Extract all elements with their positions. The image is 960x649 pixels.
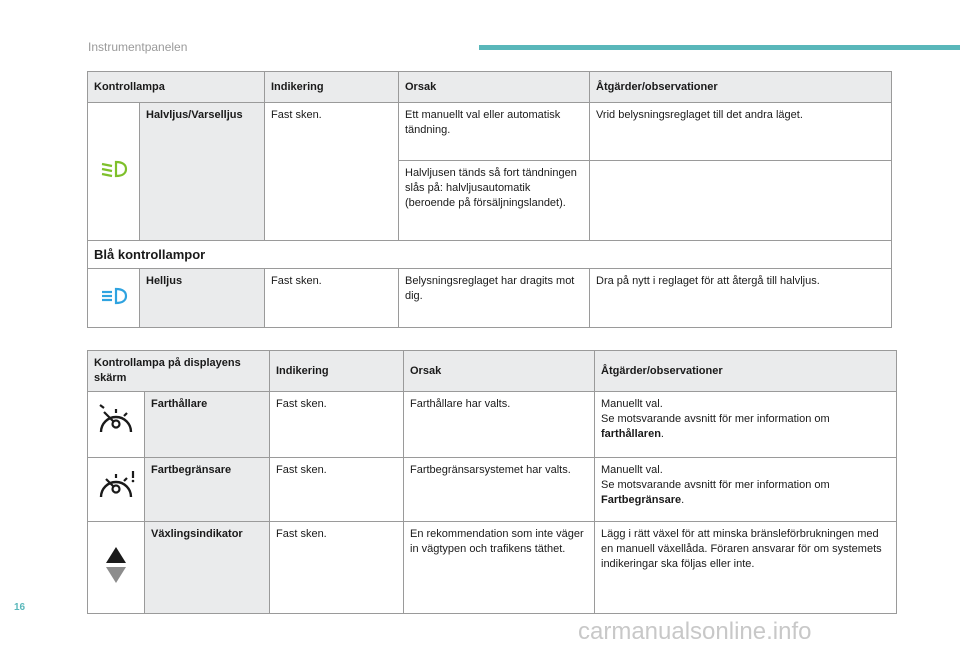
action-text: Dra på nytt i reglaget för att återgå till halvljus.: [590, 269, 892, 328]
warning-lamps-table: [87, 71, 892, 328]
low-beam-headlight-icon: [99, 159, 129, 179]
table-row: [88, 103, 892, 161]
action-text: Lägg i rätt växel för att minska bränsleförbrukningen med en manuell växellåda. Föraren ansvarar för om systemets indikeringar ska följas eller inte.: [595, 522, 897, 614]
action-text: Vrid belysningsreglaget till det andra läget.: [590, 103, 892, 161]
display-lamps-table: [87, 350, 897, 614]
action-reference: [601, 412, 890, 442]
indication-text: Fast sken.: [270, 392, 404, 458]
col-header-lamp: Kontrollampa: [88, 72, 265, 103]
lamp-name: Fartbegränsare: [145, 458, 270, 522]
speed-limiter-icon: [94, 467, 138, 507]
action-text: [590, 161, 892, 241]
lamp-icon-cell: [88, 269, 140, 328]
col-header-indication: Indikering: [265, 72, 399, 103]
cause-text: Ett manuellt val eller automatisk tändning.: [399, 103, 590, 161]
action-cell: [595, 458, 897, 522]
action-text: Manuellt val.: [601, 398, 663, 410]
gear-shift-indicator-icon: [104, 545, 128, 585]
action-reference-bold: Fartbegränsare: [601, 494, 682, 506]
cause-text: Belysningsreglaget har dragits mot dig.: [399, 269, 590, 328]
cause-text: Farthållare har valts.: [404, 392, 595, 458]
action-reference: [601, 478, 890, 508]
indication-text: Fast sken.: [270, 522, 404, 614]
action-end: .: [681, 494, 685, 506]
indication-text: Fast sken.: [265, 103, 399, 241]
chapter-accent-bar: [479, 45, 960, 50]
col-header-indication: Indikering: [270, 351, 404, 392]
table-row: [88, 269, 892, 328]
chapter-title: Instrumentpanelen: [88, 40, 188, 54]
page-number: 16: [14, 602, 26, 613]
action-text: Se motsvarande avsnitt för mer information om: [601, 413, 830, 425]
indication-text: Fast sken.: [270, 458, 404, 522]
lamp-icon-cell: [88, 103, 140, 241]
section-row: [88, 241, 892, 269]
indication-text: Fast sken.: [265, 269, 399, 328]
watermark: carmanualsonline.info: [578, 618, 812, 645]
table-header-row: [88, 72, 892, 103]
action-text: Se motsvarande avsnitt för mer information om: [601, 479, 830, 491]
action-end: .: [660, 428, 664, 440]
action-text: Manuellt val.: [601, 464, 663, 476]
lamp-name: Halvljus/Varselljus: [140, 103, 265, 241]
lamp-icon-cell: [88, 392, 145, 458]
cause-text: En rekommendation som inte väger in vägtypen och trafikens täthet.: [404, 522, 595, 614]
lamp-icon-cell: [88, 522, 145, 614]
table-header-row: [88, 351, 897, 392]
table-row: [88, 458, 897, 522]
section-heading-blue-lamps: Blå kontrollampor: [88, 241, 892, 269]
lamp-name: Farthållare: [145, 392, 270, 458]
col-header-cause: Orsak: [404, 351, 595, 392]
cause-text: Fartbegränsarsystemet har valts.: [404, 458, 595, 522]
high-beam-headlight-icon: [99, 286, 129, 306]
action-reference-bold: farthållaren: [601, 428, 661, 440]
lamp-name: Helljus: [140, 269, 265, 328]
lamp-name: Växlingsindikator: [145, 522, 270, 614]
action-cell: [595, 392, 897, 458]
lamp-icon-cell: [88, 458, 145, 522]
table-row: [88, 522, 897, 614]
col-header-lamp: Kontrollampa på displayens skärm: [88, 351, 270, 392]
col-header-action: Åtgärder/observationer: [595, 351, 897, 392]
table-row: [88, 392, 897, 458]
col-header-action: Åtgärder/observationer: [590, 72, 892, 103]
cause-text: Halvljusen tänds så fort tändningen slås på: halvljusautomatik (beroende på försäljningslandet).: [399, 161, 590, 241]
cruise-control-icon: [94, 402, 138, 442]
col-header-cause: Orsak: [399, 72, 590, 103]
